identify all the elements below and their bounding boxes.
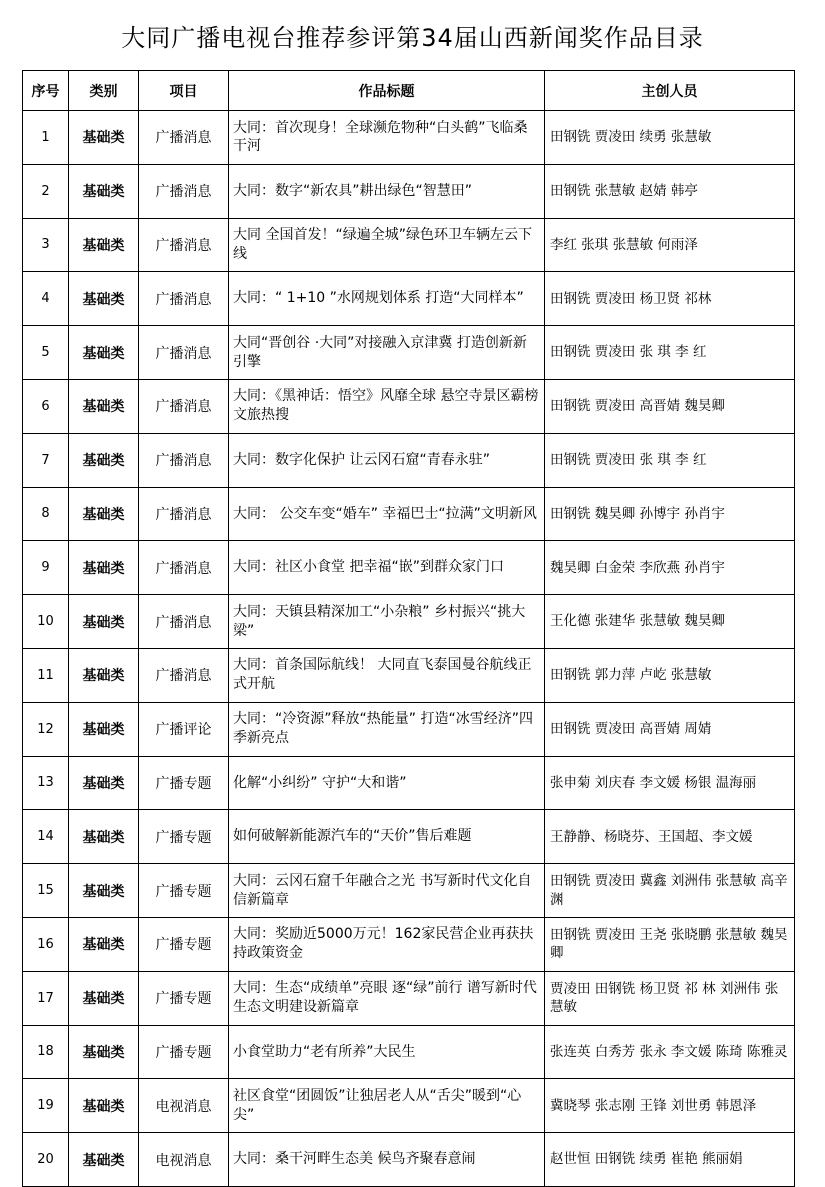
row-creators: 王静静、杨晓芬、王国超、李文媛 — [545, 810, 795, 864]
row-creators: 田钢铣 贾凌田 张 琪 李 红 — [545, 433, 795, 487]
table-row — [23, 433, 795, 487]
table-row — [23, 1133, 795, 1187]
row-category: 基础类 — [69, 111, 139, 165]
page-title: 大同广播电视台推荐参评第34届山西新闻奖作品目录 — [121, 24, 704, 52]
row-category: 基础类 — [69, 379, 139, 433]
row-category: 基础类 — [69, 810, 139, 864]
row-project: 广播专题 — [139, 756, 229, 810]
row-project: 广播专题 — [139, 810, 229, 864]
header-no: 序号 — [23, 71, 69, 111]
row-number: 19 — [23, 1079, 69, 1133]
table-row — [23, 541, 795, 595]
row-category: 基础类 — [69, 595, 139, 649]
row-category: 基础类 — [69, 164, 139, 218]
row-work-title: 大同：生态“成绩单”亮眼 逐“绿”前行 谱写新时代生态文明建设新篇章 — [229, 971, 545, 1025]
row-category: 基础类 — [69, 326, 139, 380]
row-work-title: 大同：首次现身！全球濒危物种“白头鹤”飞临桑干河 — [229, 111, 545, 165]
row-work-title: 大同：数字化保护 让云冈石窟“青春永驻” — [229, 433, 545, 487]
row-creators: 田钢铣 贾凌田 杨卫贤 祁林 — [545, 272, 795, 326]
row-number: 13 — [23, 756, 69, 810]
row-category: 基础类 — [69, 1133, 139, 1187]
table-row — [23, 756, 795, 810]
table-row — [23, 864, 795, 918]
row-work-title: 社区食堂“团圆饭”让独居老人从“舌尖”暖到“心尖” — [229, 1079, 545, 1133]
row-number: 14 — [23, 810, 69, 864]
row-number: 6 — [23, 379, 69, 433]
row-category: 基础类 — [69, 433, 139, 487]
row-number: 5 — [23, 326, 69, 380]
row-creators: 李红 张琪 张慧敏 何雨泽 — [545, 218, 795, 272]
row-number: 20 — [23, 1133, 69, 1187]
row-number: 11 — [23, 648, 69, 702]
row-number: 2 — [23, 164, 69, 218]
row-work-title: 大同：数字“新农具”耕出绿色“智慧田” — [229, 164, 545, 218]
table-row — [23, 595, 795, 649]
row-work-title: 小食堂助力“老有所养”大民生 — [229, 1025, 545, 1079]
row-work-title: 大同“晋创谷 ·大同”对接融入京津冀 打造创新新引擎 — [229, 326, 545, 380]
table-row — [23, 1025, 795, 1079]
table-row — [23, 971, 795, 1025]
row-creators: 魏昊卿 白金荣 李欣燕 孙肖宇 — [545, 541, 795, 595]
row-project: 广播专题 — [139, 917, 229, 971]
row-creators: 田钢铣 张慧敏 赵婧 韩亭 — [545, 164, 795, 218]
row-project: 广播专题 — [139, 971, 229, 1025]
row-category: 基础类 — [69, 917, 139, 971]
row-work-title: 大同：“ 1+10 ”水网规划体系 打造“大同样本” — [229, 272, 545, 326]
row-number: 8 — [23, 487, 69, 541]
row-work-title: 大同：《黑神话：悟空》风靡全球 悬空寺景区霸榜文旅热搜 — [229, 379, 545, 433]
row-creators: 张申菊 刘庆春 李文媛 杨银 温海丽 — [545, 756, 795, 810]
row-work-title: 如何破解新能源汽车的“天价”售后难题 — [229, 810, 545, 864]
header-work-title: 作品标题 — [229, 71, 545, 111]
row-creators: 张连英 白秀芳 张永 李文媛 陈琦 陈雅灵 — [545, 1025, 795, 1079]
table-row — [23, 164, 795, 218]
row-work-title: 大同：云冈石窟千年融合之光 书写新时代文化自信新篇章 — [229, 864, 545, 918]
header-project: 项目 — [139, 71, 229, 111]
row-project: 电视消息 — [139, 1079, 229, 1133]
row-project: 电视消息 — [139, 1133, 229, 1187]
row-creators: 田钢铣 贾凌田 王尧 张晓鹏 张慧敏 魏昊卿 — [545, 917, 795, 971]
row-project: 广播消息 — [139, 648, 229, 702]
row-number: 16 — [23, 917, 69, 971]
table-row — [23, 218, 795, 272]
row-project: 广播消息 — [139, 111, 229, 165]
row-number: 7 — [23, 433, 69, 487]
row-creators: 田钢铣 贾凌田 续勇 张慧敏 — [545, 111, 795, 165]
row-project: 广播消息 — [139, 487, 229, 541]
row-project: 广播消息 — [139, 326, 229, 380]
table-row — [23, 272, 795, 326]
row-project: 广播专题 — [139, 864, 229, 918]
row-work-title: 大同 全国首发！“绿遍全城”绿色环卫车辆左云下线 — [229, 218, 545, 272]
row-category: 基础类 — [69, 218, 139, 272]
row-project: 广播消息 — [139, 595, 229, 649]
row-work-title: 大同：社区小食堂 把幸福“嵌”到群众家门口 — [229, 541, 545, 595]
row-project: 广播消息 — [139, 541, 229, 595]
table-row — [23, 917, 795, 971]
row-creators: 田钢铣 魏昊卿 孙博宇 孙肖宇 — [545, 487, 795, 541]
row-category: 基础类 — [69, 971, 139, 1025]
row-creators: 田钢铣 贾凌田 高晋婧 周婧 — [545, 702, 795, 756]
row-project: 广播消息 — [139, 164, 229, 218]
table-row — [23, 326, 795, 380]
row-work-title: 大同：奖励近5000万元！162家民营企业再获扶持政策资金 — [229, 917, 545, 971]
row-project: 广播消息 — [139, 379, 229, 433]
row-creators: 王化德 张建华 张慧敏 魏昊卿 — [545, 595, 795, 649]
row-creators: 冀晓琴 张志刚 王锋 刘世勇 韩恩泽 — [545, 1079, 795, 1133]
row-category: 基础类 — [69, 1079, 139, 1133]
row-project: 广播专题 — [139, 1025, 229, 1079]
row-number: 18 — [23, 1025, 69, 1079]
table-row — [23, 702, 795, 756]
row-project: 广播消息 — [139, 433, 229, 487]
table-row — [23, 487, 795, 541]
row-category: 基础类 — [69, 541, 139, 595]
row-creators: 贾凌田 田钢铣 杨卫贤 祁 林 刘洲伟 张慧敏 — [545, 971, 795, 1025]
works-table — [22, 70, 795, 1187]
row-number: 15 — [23, 864, 69, 918]
row-category: 基础类 — [69, 487, 139, 541]
row-creators: 田钢铣 郭力萍 卢屹 张慧敏 — [545, 648, 795, 702]
row-number: 12 — [23, 702, 69, 756]
row-category: 基础类 — [69, 648, 139, 702]
table-body — [23, 111, 795, 1187]
row-work-title: 大同： 公交车变“婚车” 幸福巴士“拉满”文明新风 — [229, 487, 545, 541]
row-creators: 赵世恒 田钢铣 续勇 崔艳 熊丽娟 — [545, 1133, 795, 1187]
table-row — [23, 1079, 795, 1133]
row-number: 10 — [23, 595, 69, 649]
table-row — [23, 379, 795, 433]
row-number: 9 — [23, 541, 69, 595]
row-category: 基础类 — [69, 272, 139, 326]
row-number: 1 — [23, 111, 69, 165]
row-project: 广播消息 — [139, 218, 229, 272]
header-creators: 主创人员 — [545, 71, 795, 111]
row-creators: 田钢铣 贾凌田 高晋婧 魏昊卿 — [545, 379, 795, 433]
row-category: 基础类 — [69, 756, 139, 810]
row-category: 基础类 — [69, 702, 139, 756]
row-work-title: 化解“小纠纷” 守护“大和谐” — [229, 756, 545, 810]
row-number: 3 — [23, 218, 69, 272]
row-project: 广播消息 — [139, 272, 229, 326]
row-number: 4 — [23, 272, 69, 326]
row-work-title: 大同：“冷资源”释放“热能量” 打造“冰雪经济”四季新亮点 — [229, 702, 545, 756]
row-work-title: 大同：桑干河畔生态美 候鸟齐聚春意闹 — [229, 1133, 545, 1187]
row-project: 广播评论 — [139, 702, 229, 756]
row-work-title: 大同：天镇县精深加工“小杂粮” 乡村振兴“挑大梁” — [229, 595, 545, 649]
row-category: 基础类 — [69, 1025, 139, 1079]
table-row — [23, 810, 795, 864]
table-header-row — [23, 71, 795, 111]
table-row — [23, 648, 795, 702]
table-row — [23, 111, 795, 165]
header-category: 类别 — [69, 71, 139, 111]
row-creators: 田钢铣 贾凌田 张 琪 李 红 — [545, 326, 795, 380]
row-category: 基础类 — [69, 864, 139, 918]
row-work-title: 大同：首条国际航线！ 大同直飞泰国曼谷航线正式开航 — [229, 648, 545, 702]
row-creators: 田钢铣 贾凌田 冀鑫 刘洲伟 张慧敏 高辛渊 — [545, 864, 795, 918]
row-number: 17 — [23, 971, 69, 1025]
